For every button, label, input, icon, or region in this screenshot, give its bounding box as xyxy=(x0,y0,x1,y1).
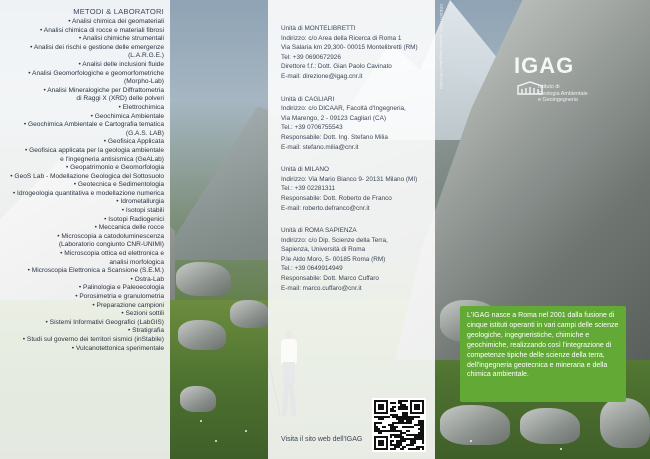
unit-detail: Tel.: +39 0649914949 xyxy=(281,265,343,273)
qr-code-icon xyxy=(372,398,426,452)
method-item: • GeoS Lab - Modellazione Geologica del Sottosuolo xyxy=(10,172,164,180)
unit-detail: Sapienza, Università di Roma xyxy=(281,246,366,254)
visit-website-text: Visita il sito web dell'IGAG xyxy=(281,436,363,443)
boulder xyxy=(180,386,216,412)
unit-detail: Responsabile: Dott. Ing. Stefano Milia xyxy=(281,133,388,141)
boulder xyxy=(230,300,270,328)
method-item: • Analisi delle inclusioni fluide xyxy=(78,60,164,68)
unit-block xyxy=(281,165,433,213)
unit-detail: Indirizzo: c/o DICAAR, Facoltà d'Ingegneria, xyxy=(281,105,406,113)
method-item: • Analisi Geomorfologiche e geomorfometriche xyxy=(28,69,164,77)
unit-name: Unità di MILANO xyxy=(281,166,329,174)
unit-detail: Indirizzo: Via Mario Bianco 9- 20131 Milano (MI) xyxy=(281,175,418,183)
method-item: • Isotopi stabili xyxy=(121,207,164,215)
method-item: • Microscopia ottica ed elettronica e xyxy=(60,250,164,258)
method-item: • Geopatrimonio e Geomorfologia xyxy=(66,164,164,172)
method-item: • Analisi chimica di rocce e materiali fibrosi xyxy=(40,26,164,34)
method-item: • Sezioni sottili xyxy=(121,310,164,318)
unit-detail: Indirizzo: c/o Dip. Scienze della Terra, xyxy=(281,236,388,244)
unit-detail: Tel.: +39 0706755543 xyxy=(281,124,343,132)
unit-detail: E-mail: direzione@igag.cnr.it xyxy=(281,72,363,80)
boulder xyxy=(176,262,231,296)
method-item: • Sistemi Informativi Geografici (LabGIS) xyxy=(45,318,164,326)
unit-detail: Responsabile: Dott. Roberto de Franco xyxy=(281,194,392,202)
logo-line-1: Istituto di xyxy=(538,84,560,90)
method-item: • Analisi chimiche strumentali xyxy=(78,35,164,43)
method-item: • Analisi chimica dei geomateriali xyxy=(68,18,164,25)
boulder xyxy=(178,320,226,350)
igag-logo xyxy=(514,53,588,103)
logo-wordmark: IGAG xyxy=(514,53,575,78)
about-text: L'IGAG nasce a Roma nel 2001 dalla fusione di cinque istituti operanti in vari campi delle scienze geologiche, ingegneristiche, chimiche e geochimiche, realizzando così l'integrazione di competenze tipiche delle scienze della terra, dell'ingegneria geotecnica e mineraria e della chimica ambientale. xyxy=(467,312,619,379)
method-item: • Preparazione campioni xyxy=(92,301,164,309)
unit-detail: Tel.: +39 02281311 xyxy=(281,185,336,193)
method-item: • Idrometallurgia xyxy=(116,198,164,206)
method-item: • Studi sul governo dei territori sismici (inStabile) xyxy=(22,335,164,343)
logo-line-3: e Geoingegneria xyxy=(538,97,578,103)
method-item: • Analisi dei rischi e gestione delle emergenze xyxy=(30,43,164,51)
boulder xyxy=(600,398,650,448)
methods-list xyxy=(0,18,164,353)
method-item: • Geotecnica e Sedimentologia xyxy=(73,181,164,189)
method-item: • Analisi Mineralogiche per Diffrattometria xyxy=(43,86,164,94)
unit-block xyxy=(281,226,433,293)
units-list xyxy=(281,24,433,306)
about-box xyxy=(460,306,626,402)
method-item: • Idrogeologia quantitativa e modellazione numerica xyxy=(12,189,164,197)
method-item: • Stratigrafia xyxy=(127,327,164,335)
unit-name: Unità di MONTELIBRETTI xyxy=(281,25,356,32)
method-item: • Geofisica applicata per la geologia ambientale xyxy=(24,146,164,154)
unit-block xyxy=(281,95,433,153)
boulder xyxy=(520,408,580,444)
methods-title: METODI & LABORATORI xyxy=(73,7,164,16)
unit-name: Unità di ROMA SAPIENZA xyxy=(281,227,357,235)
unit-detail: E-mail: stefano.milia@cnr.it xyxy=(281,143,359,151)
boulder xyxy=(440,405,510,445)
unit-detail: Indirizzo: c/o Area della Ricerca di Roma 1 xyxy=(281,34,402,42)
method-item: e l'ingegneria antisismica (GeALab) xyxy=(60,155,164,163)
qr-code[interactable] xyxy=(372,398,426,452)
unit-detail: Tel: +39 0690672926 xyxy=(281,53,341,61)
method-item: • Ostra-Lab xyxy=(130,275,164,283)
unit-detail: Via Salaria km 29,300- 00015 Montelibretti (RM) xyxy=(281,44,418,52)
unit-detail: E-mail: roberto.defranco@cnr.it xyxy=(281,204,370,212)
method-item: • Elettrochimica xyxy=(118,103,164,111)
unit-name: Unità di CAGLIARI xyxy=(281,95,335,103)
method-item: di Raggi X (XRD) delle polveri xyxy=(76,95,164,103)
photo-credit-text: CREDITI FOTO: Archivio fotografico CNR-IGAG xyxy=(439,4,444,90)
method-item: analisi morfologica xyxy=(109,258,164,266)
unit-block xyxy=(281,24,433,82)
method-item: (G.A.S. LAB) xyxy=(125,129,164,137)
method-item: (Laboratorio congiunto CNR-UNIMI) xyxy=(58,241,164,249)
unit-detail: Direttore f.f.: Dott. Gian Paolo Cavinato xyxy=(281,63,392,71)
photo-credit xyxy=(436,4,446,94)
method-item: • Microscopia a catodoluminescenza xyxy=(57,232,164,240)
method-item: • Vulcanotettonica sperimentale xyxy=(71,344,164,352)
method-item: • Meccanica delle rocce xyxy=(94,224,164,232)
method-item: (Morpho-Lab) xyxy=(124,78,164,86)
method-item: (L.A.R.G.E.) xyxy=(128,52,164,60)
method-item: • Isotopi Radiogenici xyxy=(104,215,164,223)
method-item: • Geochimica Ambientale xyxy=(90,112,164,120)
method-item: • Palinologia e Paleoecologia xyxy=(78,284,164,292)
unit-detail: Responsabile: Dott. Marco Cuffaro xyxy=(281,275,379,283)
method-item: • Geochimica Ambientale e Cartografia tematica xyxy=(23,121,164,129)
logo-line-2: Geologia Ambientale xyxy=(538,90,588,97)
method-item: • Porosimetria e granulometria xyxy=(75,293,164,300)
unit-detail: E-mail: marco.cuffaro@cnr.it xyxy=(281,284,362,292)
unit-detail: P.le Aldo Moro, 5- 00185 Roma (RM) xyxy=(281,255,386,263)
unit-detail: Via Marengo, 2 - 09123 Cagliari (CA) xyxy=(281,114,387,122)
method-item: • Geofisica Applicata xyxy=(103,138,164,146)
method-item: • Microscopia Elettronica a Scansione (S.E.M.) xyxy=(27,267,164,275)
